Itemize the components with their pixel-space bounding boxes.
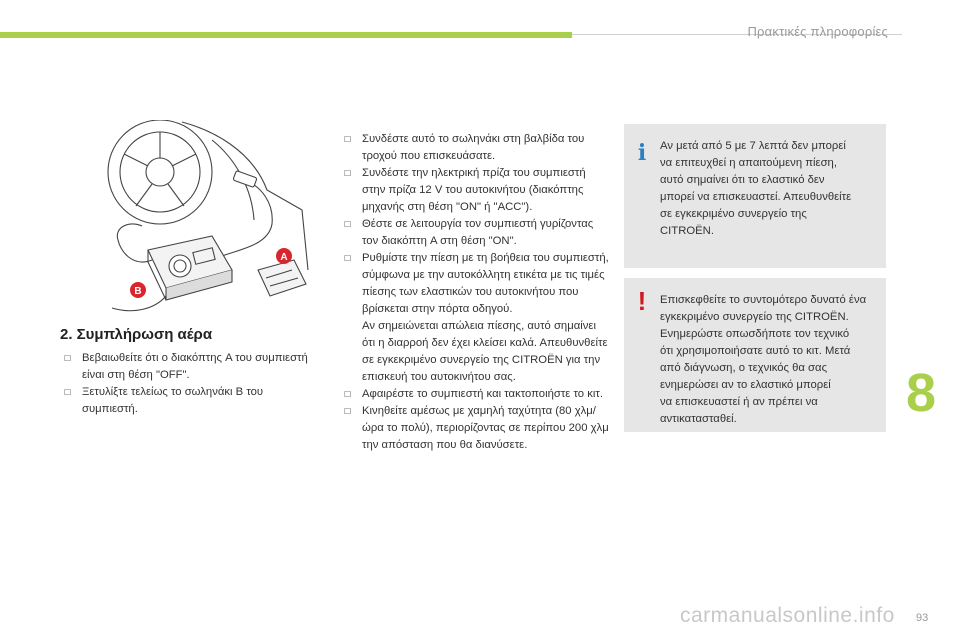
label-a <box>276 248 292 264</box>
preparation-steps <box>62 350 312 418</box>
list-item: ☐ Αφαιρέστε το συμπιεστή και τακτοποιήστε το κιτ. <box>342 386 610 403</box>
list-item: ☐ Συνδέστε αυτό το σωληνάκι στη βαλβίδα του τροχού που επισκευάσατε. <box>342 131 610 165</box>
svg-text:B: B <box>134 286 142 297</box>
label-b <box>130 282 146 298</box>
watermark: carmanualsonline.info <box>680 604 895 627</box>
svg-text:A: A <box>280 252 288 263</box>
accent-bar <box>0 32 572 38</box>
list-item: ☐ Θέστε σε λειτουργία τον συμπιεστή γυρίζοντας τον διακόπτη A στη θέση "ON". <box>342 216 610 250</box>
info-text: Αν μετά από 5 με 7 λεπτά δεν μπορεί να επιτευχθεί η απαιτούμενη πίεση, αυτό σημαίνει ότι το ελαστικό δεν μπορεί να επισκευαστεί. Απευθυνθείτε σε εγκεκριμένο συνεργείο της CITROËN. <box>660 140 852 237</box>
list-item: ☐ Ρυθμίστε την πίεση με τη βοήθεια του συμπιεστή, σύμφωνα με την αυτοκόλλητη ετικέτα με τις τιμές πίεσης των ελαστικών του αυτοκινήτου που βρίσκεται στην πόρτα οδηγού. <box>342 250 610 318</box>
pressure-loss-note: Αν σημειώνεται απώλεια πίεσης, αυτό σημαίνει ότι η διαρροή δεν έχει κλείσει καλά. Απευθυνθείτε σε εγκεκριμένο συνεργείο της CITROËN για την επισκευή του αυτοκινήτου σας. <box>362 320 608 383</box>
list-item: ☐ Συνδέστε την ηλεκτρική πρίζα του συμπιεστή στην πρίζα 12 V του αυτοκινήτου (διακόπτης μηχανής στη θέση "ON" ή "ACC"). <box>342 165 610 216</box>
info-box <box>624 124 886 268</box>
chapter-title: Πρακτικές πληροφορίες <box>747 24 888 39</box>
warning-text: Επισκεφθείτε το συντομότερο δυνατό ένα εγκεκριμένο συνεργείο της CITROËN. Ενημερώστε οπωσδήποτε τον τεχνικό ότι χρησιμοποιήσατε αυτό το κιτ. Μετά από διάγνωση, ο τεχνικός θα σας ενημερώσει αν το ελαστικό μπορεί να επισκευαστεί ή αν πρέπει να αντικατασταθεί. <box>660 294 867 425</box>
list-item: ☐ Ξετυλίξτε τελείως το σωληνάκι B του συμπιεστή. <box>62 384 312 418</box>
list-item: ☐ Κινηθείτε αμέσως με χαμηλή ταχύτητα (80 χλμ/ώρα το πολύ), περιορίζοντας σε περίπου 200 χλμ την απόσταση που θα διανύσετε. <box>342 403 610 454</box>
chapter-number: 8 <box>906 363 937 423</box>
inflation-steps <box>342 131 610 454</box>
list-item: ☐ Βεβαιωθείτε ότι ο διακόπτης A του συμπιεστή είναι στη θέση "OFF". <box>62 350 312 384</box>
warning-box <box>624 278 886 432</box>
page-number: 93 <box>916 612 929 624</box>
section-title: 2. Συμπλήρωση αέρα <box>60 326 213 343</box>
warning-icon: ! <box>637 286 647 316</box>
compressor-illustration <box>62 120 310 320</box>
info-icon: i <box>637 140 647 166</box>
